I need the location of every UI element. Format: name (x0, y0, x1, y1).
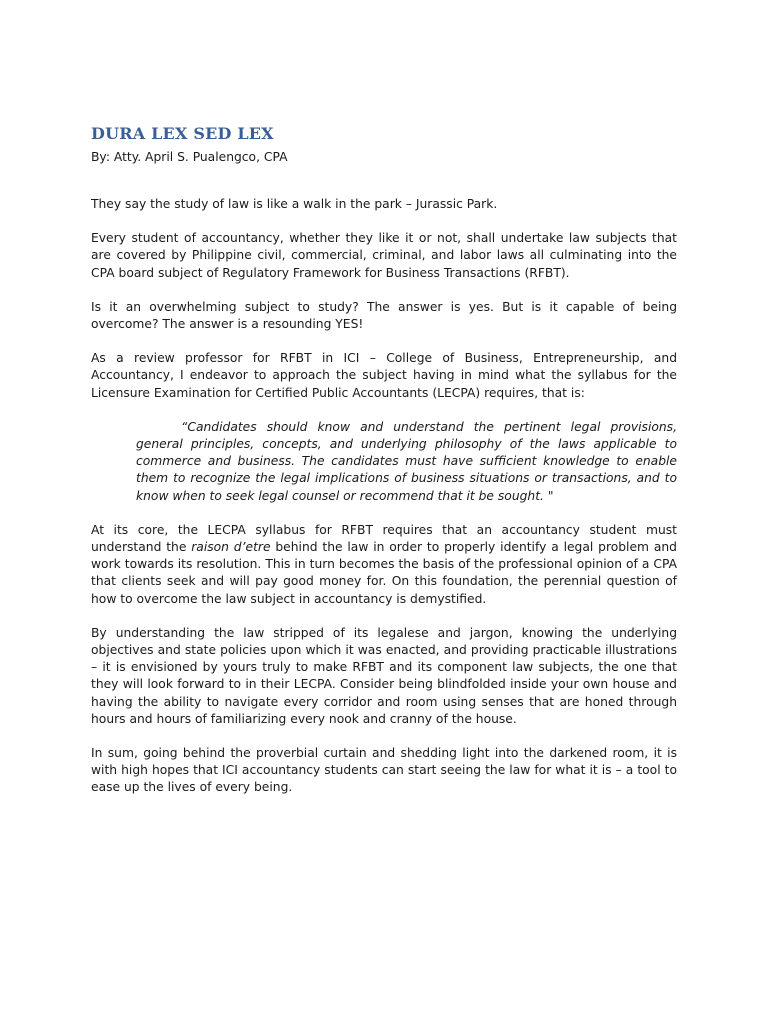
document-page (91, 124, 677, 797)
raison-detre-term: raison d’etre (191, 540, 271, 555)
paragraph-overwhelming: Is it an overwhelming subject to study? The answer is yes. But is it capable of being overcome? The answer is a resounding YES! (91, 299, 677, 332)
paragraph-intro: They say the study of law is like a walk in the park – Jurassic Park. (91, 197, 498, 211)
paragraph-conclusion: In sum, going behind the proverbial curtain and shedding light into the darkened room, it is with high hopes that ICI accountancy students can start seeing the law for what it is – a tool to ease up the lives of every being. (91, 746, 677, 795)
syllabus-quote: “Candidates should know and understand the pertinent legal provisions, general principles, concepts, and underlying philosophy of the laws applicable to commerce and business. The candidates must have sufficient knowledge to enable them to recognize the legal implications of business situations or transactions, and to know when to seek legal counsel or recommend that it be sought. " (136, 419, 677, 503)
paragraph-law-subjects: Every student of accountancy, whether they like it or not, shall undertake law subjects that are covered by Philippine civil, commercial, criminal, and labor laws all culminating into the CPA board subject of Regulatory Framework for Business Transactions (RFBT). (91, 231, 677, 280)
paragraph-core-text-1: At its core, the LECPA syllabus for RFBT requires that an accountancy student must understand the (91, 522, 677, 555)
paragraph-core (91, 522, 677, 608)
paragraph-core-text-2: behind the law in order to properly identify a legal problem and work towards its resolution. This in turn becomes the basis of the professional opinion of a CPA that clients seek and will pay good money for. On this foundation, the perennial question of how to overcome the law subject in accountancy is demystified. (91, 540, 677, 606)
author-byline: By: Atty. April S. Pualengco, CPA (91, 150, 288, 164)
paragraph-understanding: By understanding the law stripped of its legalese and jargon, knowing the underlying objectives and state policies upon which it was enacted, and providing practicable illustrations – it is envisioned by yours truly to make RFBT and its component law subjects, the one that they will look forward to in their LECPA. Consider being blindfolded inside your own house and having the ability to navigate every corridor and room using senses that are honed through hours and hours of familiarizing every nook and cranny of the house. (91, 625, 677, 726)
paragraph-review-professor: As a review professor for RFBT in ICI – College of Business, Entrepreneurship, and Accountancy, I endeavor to approach the subject having in mind what the syllabus for the Licensure Examination for Certified Public Accountants (LECPA) requires, that is: (91, 351, 677, 400)
document-title: DURA LEX SED LEX (91, 124, 274, 143)
